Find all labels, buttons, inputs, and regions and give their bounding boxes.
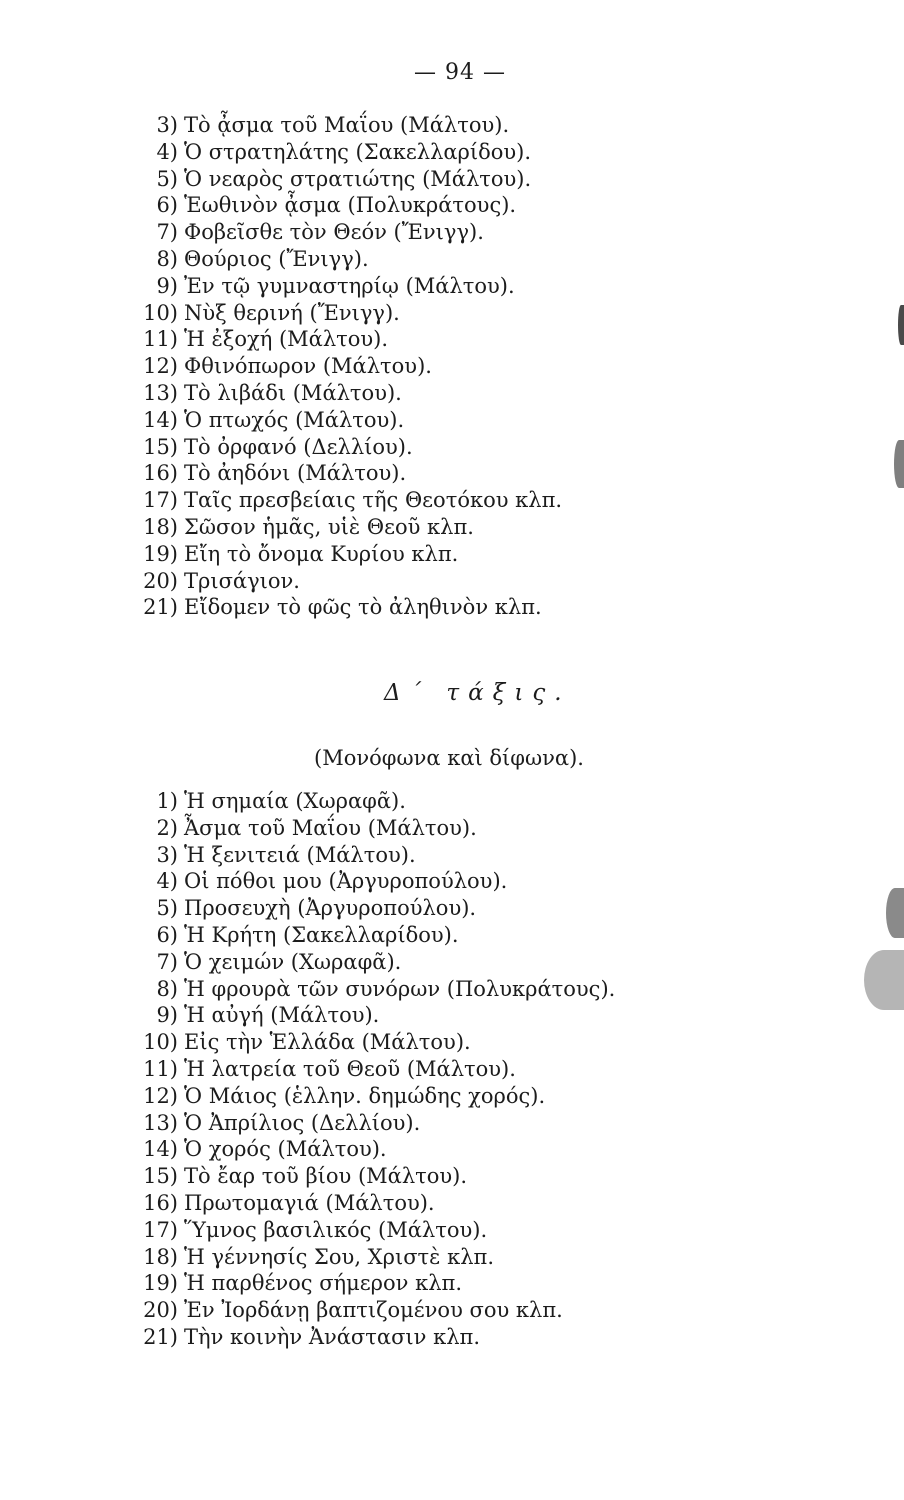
list-item [118,1136,615,1163]
item-number: 14) [143,1137,178,1162]
item-title: Προσευχὴ (Ἀργυροπούλου). [184,896,477,921]
page-number: — 94 — [414,60,506,85]
item-title: Ἡ Κρήτη (Σακελλαρίδου). [184,922,459,947]
item-number: 13) [143,1110,178,1135]
item-number: 16) [143,461,178,486]
item-number: 5) [156,896,178,921]
list-item [118,300,562,327]
scan-edge-mark [894,440,904,488]
item-title: Ἡ σημαία (Χωραφᾶ). [184,789,406,813]
section-heading: Δ΄ τάξις. [384,680,571,706]
scan-edge-mark [886,888,904,938]
item-number: 3) [156,113,178,137]
item-number: 8) [156,246,178,271]
list-item [118,487,562,514]
item-number: 18) [143,1244,178,1269]
item-number: 16) [143,1190,178,1215]
item-title: Φθινόπωρον (Μάλτου). [184,354,432,379]
item-title: Τρισάγιον. [184,568,300,593]
item-title: Ἐν Ἰορδάνῃ βαπτιζομένου σου κλπ. [184,1298,563,1323]
item-number: 20) [143,1298,178,1323]
list-item [118,434,562,461]
item-number: 9) [156,1003,178,1028]
scan-edge-mark [864,950,904,1010]
list-item [118,326,562,353]
song-list-section-d [118,788,615,1351]
item-title: Τὴν κοινὴν Ἀνάστασιν κλπ. [184,1324,480,1349]
item-number: 21) [143,1324,178,1349]
item-number: 2) [156,815,178,840]
list-item [118,1190,615,1217]
list-item [118,1110,615,1137]
list-item [118,895,615,922]
item-number: 13) [143,380,178,405]
list-item [118,1083,615,1110]
item-title: Ὁ Ἀπρίλιος (Δελλίου). [184,1110,421,1135]
item-number: 17) [143,1217,178,1242]
list-item [118,842,615,869]
list-item [118,192,562,219]
list-item [118,1163,615,1190]
item-number: 7) [156,220,178,245]
list-item [118,1056,615,1083]
list-item [118,541,562,568]
list-item [118,1297,615,1324]
item-title: Ἐν τῷ γυμναστηρίῳ (Μάλτου). [184,273,515,298]
item-number: 5) [156,166,178,191]
item-number: 12) [143,354,178,379]
item-title: Ἡ ξενιτειά (Μάλτου). [184,842,416,867]
item-title: Τὸ ᾆσμα τοῦ Μαΐου (Μάλτου). [184,113,510,137]
item-title: Ἑωθινὸν ᾆσμα (Πολυκράτους). [184,193,517,218]
item-title: Ἡ ἐξοχή (Μάλτου). [184,327,389,352]
item-number: 10) [143,300,178,325]
item-title: Ὁ χειμών (Χωραφᾶ). [184,949,402,974]
item-title: Ἡ παρθένος σήμερον κλπ. [184,1271,462,1296]
list-item [118,407,562,434]
item-number: 15) [143,434,178,459]
item-number: 18) [143,514,178,539]
list-item [118,1002,615,1029]
item-number: 1) [156,789,178,813]
list-item [118,976,615,1003]
item-title: Ὕμνος βασιλικός (Μάλτου). [184,1217,488,1242]
item-number: 6) [156,922,178,947]
item-title: Τὸ λιβάδι (Μάλτου). [184,380,402,405]
item-title: Ἡ γέννησίς Σου, Χριστὲ κλπ. [184,1244,495,1269]
item-title: Ἡ αὐγή (Μάλτου). [184,1003,380,1028]
list-item [118,1324,615,1351]
item-title: Εἰς τὴν Ἑλλάδα (Μάλτου). [184,1030,471,1055]
list-item [118,246,562,273]
item-title: Ὁ πτωχός (Μάλτου). [184,407,405,432]
item-title: Ὁ χορός (Μάλτου). [184,1137,387,1162]
item-title: Τὸ ὀρφανό (Δελλίου). [184,434,413,459]
list-item [118,568,562,595]
item-number: 3) [156,842,178,867]
item-number: 17) [143,488,178,513]
list-item [118,788,615,815]
item-title: Θούριος (Ἔνιγγ). [184,246,369,271]
item-title: Ἡ λατρεία τοῦ Θεοῦ (Μάλτου). [184,1056,516,1081]
item-number: 15) [143,1164,178,1189]
item-number: 20) [143,568,178,593]
section-subheading: (Μονόφωνα καὶ δίφωνα). [314,746,584,770]
item-title: Πρωτομαγιά (Μάλτου). [184,1190,435,1215]
item-title: Σῶσον ἡμᾶς, υἱὲ Θεοῦ κλπ. [184,514,474,539]
item-title: Ἆσμα τοῦ Μαΐου (Μάλτου). [184,815,477,840]
item-title: Οἱ πόθοι μου (Ἀργυροπούλου). [184,869,508,894]
list-item [118,166,562,193]
list-item [118,460,562,487]
list-item [118,949,615,976]
item-title: Εἴη τὸ ὄνομα Κυρίου κλπ. [184,541,459,566]
item-number: 7) [156,949,178,974]
list-item [118,514,562,541]
item-number: 9) [156,273,178,298]
list-item [118,1029,615,1056]
item-title: Τὸ ἀηδόνι (Μάλτου). [184,461,407,486]
list-item [118,868,615,895]
item-title: Εἴδομεν τὸ φῶς τὸ ἀληθινὸν κλπ. [184,595,542,620]
song-list-section-c [118,112,562,621]
item-number: 11) [143,1056,178,1081]
item-number: 6) [156,193,178,218]
item-title: Ἡ φρουρὰ τῶν συνόρων (Πολυκράτους). [184,976,616,1001]
item-title: Νὺξ θερινή (Ἔνιγγ). [184,300,400,325]
item-number: 21) [143,595,178,620]
list-item [118,219,562,246]
item-title: Ταῖς πρεσβείαις τῆς Θεοτόκου κλπ. [184,488,563,513]
item-title: Ὁ νεαρὸς στρατιώτης (Μάλτου). [184,166,532,191]
list-item [118,922,615,949]
item-title: Φοβεῖσθε τὸν Θεόν (Ἔνιγγ). [184,220,484,245]
item-number: 19) [143,1271,178,1296]
list-item [118,353,562,380]
item-number: 10) [143,1030,178,1055]
list-item [118,1270,615,1297]
item-title: Ὁ Μάιος (ἑλλην. δημώδης χορός). [184,1083,546,1108]
list-item [118,815,615,842]
item-number: 19) [143,541,178,566]
list-item [118,112,562,139]
list-item [118,594,562,621]
list-item [118,380,562,407]
item-number: 12) [143,1083,178,1108]
list-item [118,273,562,300]
item-number: 4) [156,869,178,894]
item-number: 11) [143,327,178,352]
item-title: Τὸ ἔαρ τοῦ βίου (Μάλτου). [184,1164,468,1189]
scan-edge-mark [898,305,904,345]
item-number: 14) [143,407,178,432]
item-number: 4) [156,139,178,164]
item-title: Ὁ στρατηλάτης (Σακελλαρίδου). [184,139,532,164]
list-item [118,1217,615,1244]
list-item [118,1244,615,1271]
list-item [118,139,562,166]
item-number: 8) [156,976,178,1001]
